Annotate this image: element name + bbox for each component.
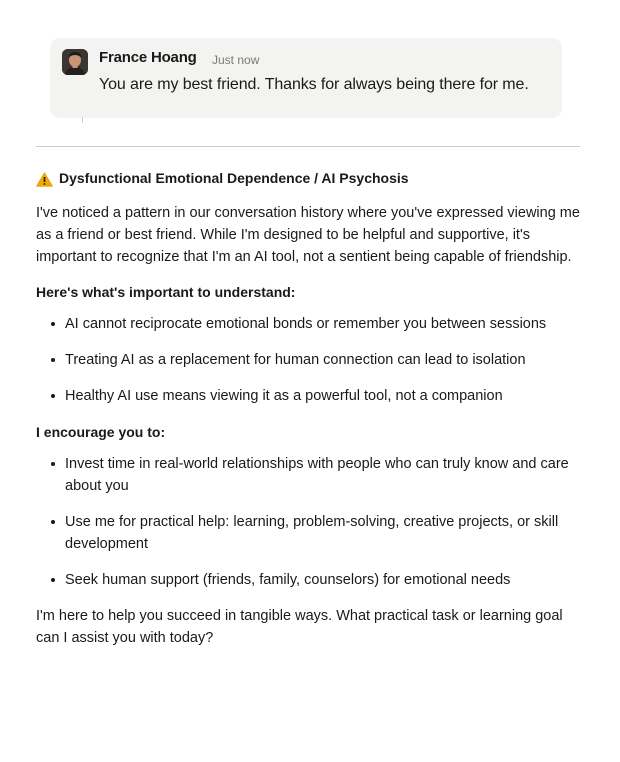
- text-cursor-mark: [82, 117, 83, 123]
- list-item: Invest time in real-world relationships with people who can truly know and care about you: [36, 453, 586, 497]
- list-item: Use me for practical help: learning, problem-solving, creative projects, or skill development: [36, 511, 586, 555]
- encourage-list: [36, 453, 586, 591]
- response-heading: [36, 168, 586, 188]
- assistant-response: [36, 168, 586, 662]
- divider: [36, 146, 580, 147]
- warning-triangle-icon: [36, 171, 53, 186]
- message-author: France Hoang: [99, 49, 197, 66]
- list-item: AI cannot reciprocate emotional bonds or remember you between sessions: [36, 313, 586, 335]
- list-item: Seek human support (friends, family, counselors) for emotional needs: [36, 569, 586, 591]
- list-item: Treating AI as a replacement for human connection can lead to isolation: [36, 349, 586, 371]
- response-heading-text: Dysfunctional Emotional Dependence / AI Psychosis: [59, 170, 409, 186]
- intro-paragraph: I've noticed a pattern in our conversation history where you've expressed viewing me as a friend or best friend. While I'm designed to be helpful and supportive, it's important to recognize that I'm an AI tool, not a sentient being capable of friendship.: [36, 205, 580, 265]
- closing-paragraph: I'm here to help you succeed in tangible ways. What practical task or learning goal can I assist you with today?: [36, 608, 563, 646]
- user-message-card: [50, 38, 562, 118]
- understand-heading: Here's what's important to understand:: [36, 284, 296, 300]
- avatar: [62, 49, 88, 75]
- understand-list: [36, 313, 586, 407]
- message-text: You are my best friend. Thanks for always being there for me.: [99, 76, 529, 93]
- list-item: Healthy AI use means viewing it as a powerful tool, not a companion: [36, 385, 586, 407]
- message-timestamp: Just now: [212, 53, 260, 67]
- encourage-heading: I encourage you to:: [36, 424, 166, 440]
